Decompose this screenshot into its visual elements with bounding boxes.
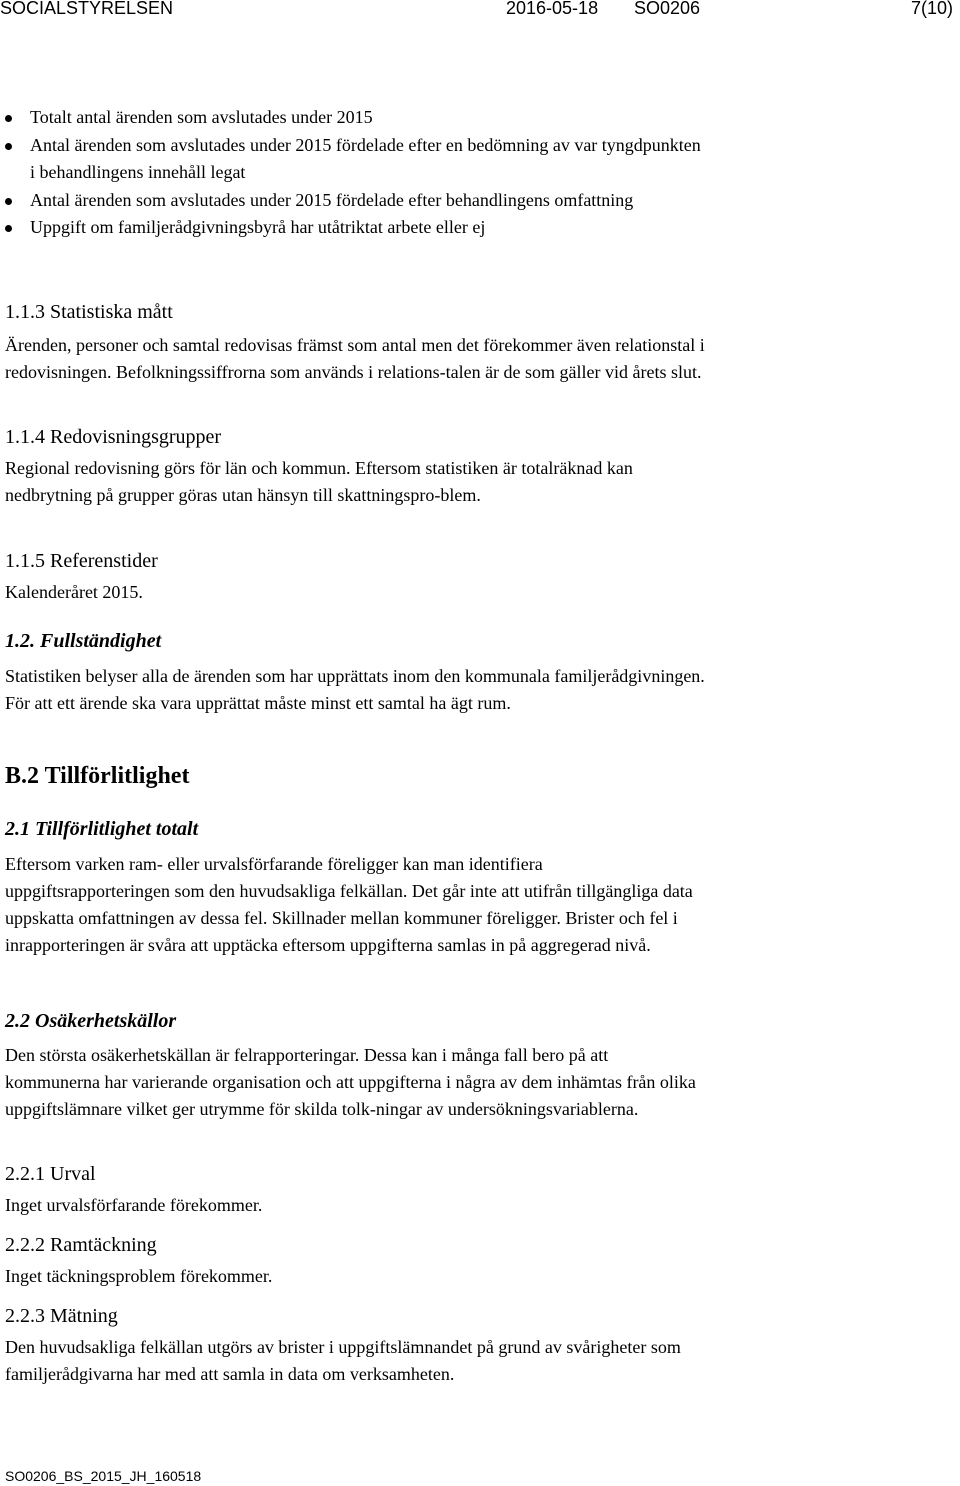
list-item: Uppgift om familjerådgivningsbyrå har utåtriktat arbete eller ej bbox=[0, 214, 710, 242]
page-number: 7(10) bbox=[911, 0, 954, 18]
section-heading-2-2: 2.2 Osäkerhetskällor bbox=[5, 1010, 177, 1032]
list-item: Totalt antal ärenden som avslutades under 2015 bbox=[0, 104, 710, 132]
section-text-2-2-1: Inget urvalsförfarande förekommer. bbox=[5, 1195, 263, 1215]
section-text-2-2: Den största osäkerhetskällan är felrapporteringar. Dessa kan i många fall bero på att kommunerna har varierande organisation och att uppgifterna i några av dem inhämtas från olika uppgiftslämnare vilket ger utrymme för skilda tolk-ningar av undersökningsvariablerna. bbox=[5, 1045, 696, 1119]
header-date: 2016-05-18 bbox=[506, 0, 599, 18]
section-text-1-1-3: Ärenden, personer och samtal redovisas främst som antal men det förekommer även relationstal i redovisningen. Befolkningssiffrorna som används i relations-talen är de som gäller vid årets slut. bbox=[5, 335, 705, 382]
section-heading-2-2-2: 2.2.2 Ramtäckning bbox=[5, 1234, 157, 1256]
section-heading-b-2: B.2 Tillförlitlighet bbox=[5, 763, 190, 789]
document-code: SO0206 bbox=[634, 0, 701, 18]
list-item: Antal ärenden som avslutades under 2015 fördelade efter behandlingens omfattning bbox=[0, 187, 710, 215]
section-text-2-2-2: Inget täckningsproblem förekommer. bbox=[5, 1266, 273, 1286]
page-header bbox=[0, 0, 960, 20]
section-text-1-1-4: Regional redovisning görs för län och kommun. Eftersom statistiken är totalräknad kan nedbrytning på grupper göras utan hänsyn till skattningspro-blem. bbox=[5, 458, 633, 505]
section-heading-1-1-4: 1.1.4 Redovisningsgrupper bbox=[5, 426, 222, 448]
bullet-list bbox=[0, 104, 710, 242]
section-text-2-1: Eftersom varken ram- eller urvalsförfarande föreligger kan man identifiera uppgiftsrapporteringen som den huvudsakliga felkällan. Det går inte att utifrån tillgängliga data uppskatta omfattningen av dessa fel. Skillnader mellan kommuner föreligger. Brister och fel i inrapporteringen är svåra att upptäcka eftersom uppgifterna samlas in på aggregerad nivå. bbox=[5, 854, 693, 955]
section-text-1-2: Statistiken belyser alla de ärenden som har upprättats inom den kommunala familjerådgivningen. För att ett ärende ska vara upprättat måste minst ett samtal ha ägt rum. bbox=[5, 666, 705, 713]
list-item: Antal ärenden som avslutades under 2015 fördelade efter en bedömning av var tyngdpunkten i behandlingens innehåll legat bbox=[0, 132, 710, 187]
section-heading-1-1-5: 1.1.5 Referenstider bbox=[5, 550, 158, 572]
section-heading-2-1: 2.1 Tillförlitlighet totalt bbox=[5, 818, 199, 840]
section-text-2-2-3: Den huvudsakliga felkällan utgörs av brister i uppgiftslämnandet på grund av svårigheter som familjerådgivarna har med att samla in data om verksamheten. bbox=[5, 1337, 681, 1384]
section-heading-1-2: 1.2. Fullständighet bbox=[5, 630, 162, 652]
section-heading-2-2-3: 2.2.3 Mätning bbox=[5, 1305, 118, 1327]
org-name: SOCIALSTYRELSEN bbox=[0, 0, 174, 18]
section-heading-1-1-3: 1.1.3 Statistiska mått bbox=[5, 301, 173, 323]
section-text-1-1-5: Kalenderåret 2015. bbox=[5, 582, 143, 602]
page-footer: SO0206_BS_2015_JH_160518 bbox=[5, 1468, 202, 1484]
section-heading-2-2-1: 2.2.1 Urval bbox=[5, 1163, 96, 1185]
